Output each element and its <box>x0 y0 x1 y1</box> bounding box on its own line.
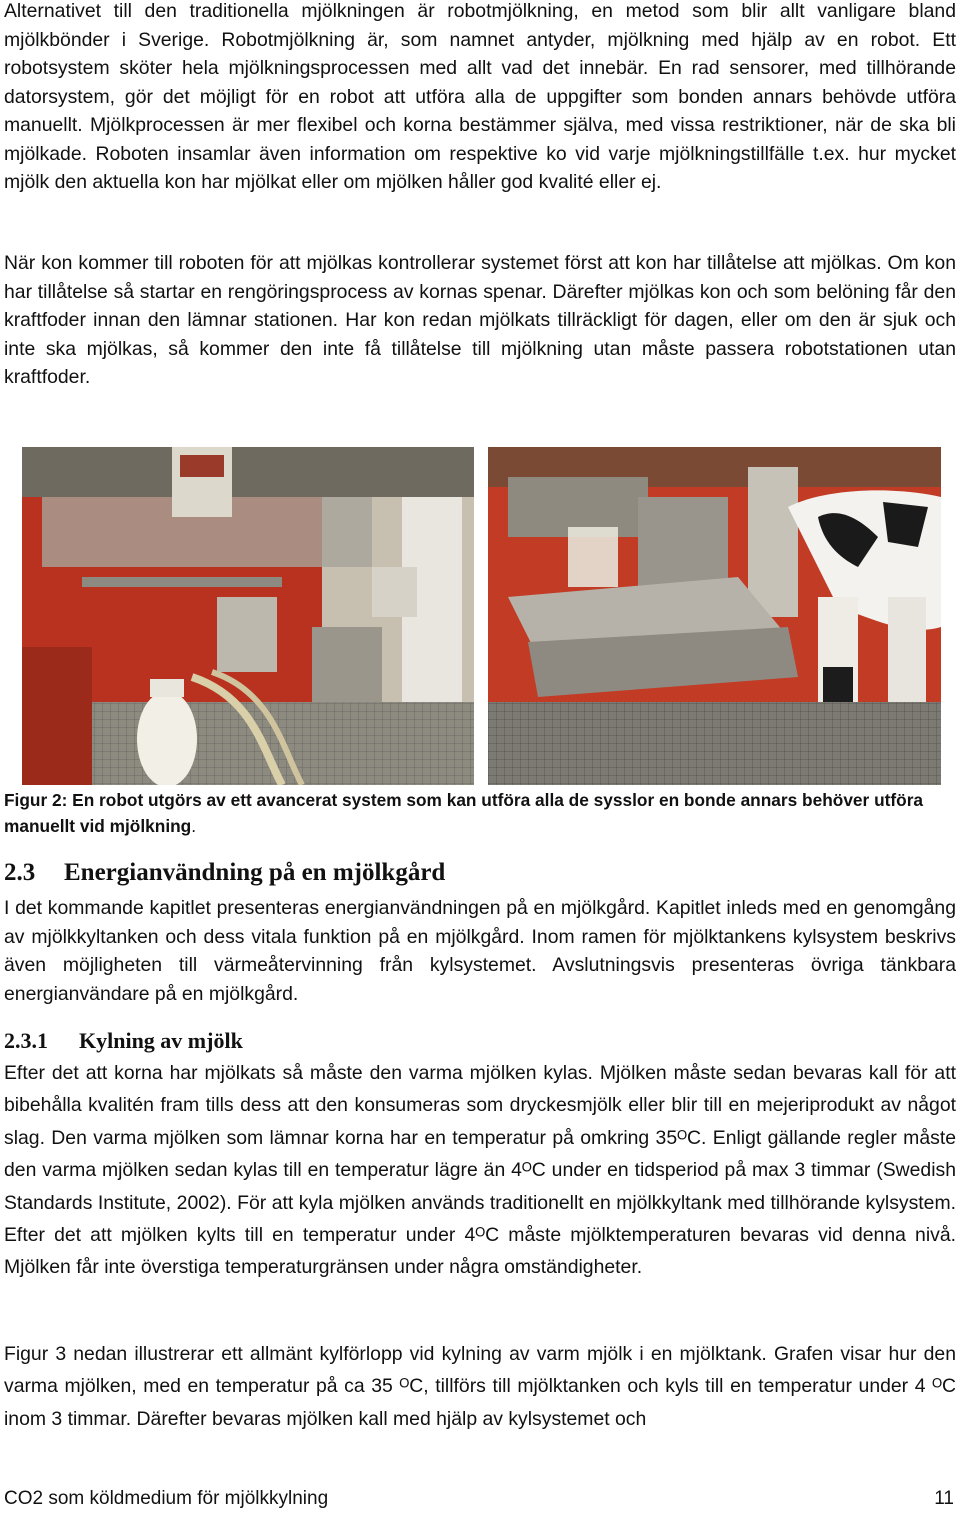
cooling-figure-paragraph: Figur 3 nedan illustrerar ett allmänt kylförlopp vid kylning av varm mjölk i en mjölktank. Grafen visar hur den varma mjölken, med en temperatur på ca 35 ᴼC, tillförs till mjölktanken och kyls till en temperatur under 4 ᴼC inom 3 timmar. Därefter bevaras mjölken kall med hjälp av kylsystemet och <box>4 1343 956 1430</box>
figure-caption <box>4 787 956 839</box>
robot-process-paragraph: När kon kommer till roboten för att mjölkas kontrollerar systemet först att kon har tillåtelse att mjölkas. Om kon har tillåtelse så startar en rengöringsprocess av kornas spenar. Därefter mjölkas kon och som belöning får den kraftfoder innan den lämnar stationen. Har kon redan mjölkats tillräckligt för dagen, eller om den är sjuk och inte ska mjölkas, så kommer den inte få tillåtelse till mjölkning utan måste passera robotstationen utan kraftfoder. <box>4 252 956 388</box>
section-heading <box>4 856 445 890</box>
robot-station-photo <box>22 447 474 785</box>
cow-milking-photo <box>488 447 941 785</box>
figure-caption-label: Figur 2: En robot utgörs av ett avancerat system som kan utföra alla de sysslor en bonde annars behöver utföra manuellt vid mjölkning <box>4 790 924 836</box>
subsection-number: 2.3.1 <box>4 1028 48 1053</box>
subsection-title: Kylning av mjölk <box>79 1028 243 1053</box>
page-number: 11 <box>934 1488 954 1509</box>
intro-paragraph: Alternativet till den traditionella mjölkningen är robotmjölkning, en metod som blir allt vanligare bland mjölkbönder i Sverige. Robotmjölkning är, som namnet antyder, mjölkning med hjälp av en robot. Ett robotsystem sköter hela mjölkningsprocessen med allt vad det innebär. En rad sensorer, med tillhörande datorsystem, gör det möjligt för en robot att utföra alla de uppgifter som bonden annars behövde utföra manuellt. Mjölkprocessen är mer flexibel och korna bestämmer själva, med vissa restriktioner, när de ska bli mjölkade. Roboten insamlar även information om respektive ko vid varje mjölkningstillfälle t.ex. hur mycket mjölk den aktuella kon har mjölkat eller om mjölken håller god kvalité eller ej. <box>4 0 956 193</box>
subsection-heading <box>4 1026 243 1056</box>
cooling-paragraph: Efter det att korna har mjölkats så måste den varma mjölken kylas. Mjölken måste sedan bevaras kall för att bibehålla kvalitén fram tills dess att den konsumeras som dryckesmjölk eller blir till en mejeriprodukt av något slag. Den varma mjölken som lämnar korna har en temperatur på omkring 35ᴼC. Enligt gällande regler måste den varma mjölken sedan kylas till en temperatur lägre än 4ᴼC under en tidsperiod på max 3 timmar (Swedish Standards Institute, 2002). För att kyla mjölken används traditionellt en mjölkkyltank med tillhörande kylsystem. Efter det att mjölken kylts till en temperatur under 4ᴼC måste mjölktemperaturen bevaras vid denna nivå. Mjölken får inte överstiga temperaturgränsen under några omständigheter. <box>4 1062 956 1279</box>
figure-caption-end: . <box>191 816 197 836</box>
footer-title: CO2 som köldmedium för mjölkkylning <box>4 1488 329 1509</box>
section-number: 2.3 <box>4 859 36 886</box>
section-paragraph: I det kommande kapitlet presenteras energianvändningen på en mjölkgård. Kapitlet inleds med en genomgång av mjölkkyltanken och dess vitala funktion på en mjölkgård. Inom ramen för mjölktankens kylsystem beskrivs även möjligheten till värmeåtervinning från kylsystemet. Avslutningsvis presenteras övriga tänkbara energianvändare på en mjölkgård. <box>4 897 956 1005</box>
section-title: Energianvändning på en mjölkgård <box>64 859 446 886</box>
